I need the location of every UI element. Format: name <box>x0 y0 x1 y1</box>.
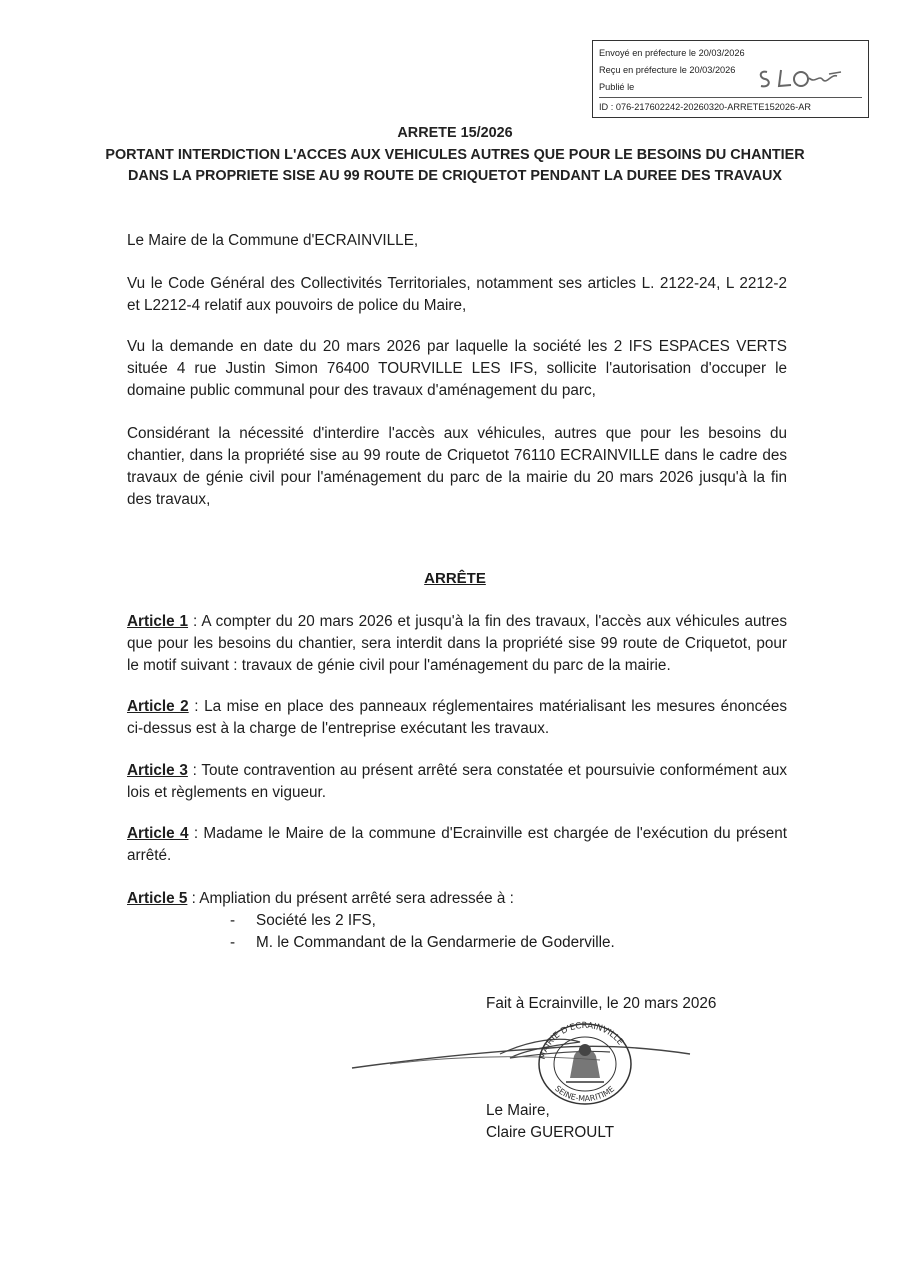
article-label: Article 5 <box>127 890 188 907</box>
svg-text:MAIRIE D'ECRAINVILLE: MAIRIE D'ECRAINVILLE <box>537 1020 626 1061</box>
vu-code-general: Vu le Code Général des Collectivités Territoriales, notamment ses articles L. 2122-24, L 2212-2 et L2212-4 relatif aux pouvoirs de police du Maire, <box>127 275 787 314</box>
article-1: Article 1 : A compter du 20 mars 2026 et jusqu'à la fin des travaux, l'accès aux véhicules autres que pour les besoins du chantier, sera interdit dans la propriété sise 99 route de Criquetot, pour le motif suivant : travaux de génie civil pour l'aménagement du parc de la mairie. <box>127 613 787 674</box>
article-label: Article 2 <box>127 698 189 715</box>
signatory-name: Claire GUEROULT <box>486 1124 615 1141</box>
stamp-published: Publié le <box>599 82 635 92</box>
recipient-item: - M. le Commandant de la Gendarmerie de Goderville. <box>230 934 615 951</box>
article-label: Article 3 <box>127 762 188 779</box>
stamp-received: Reçu en préfecture le 20/03/2026 <box>599 65 736 75</box>
article-label: Article 1 <box>127 613 189 630</box>
mayor-intro: Le Maire de la Commune d'ECRAINVILLE, <box>127 232 419 249</box>
svg-text:SEINE-MARITIME: SEINE-MARITIME <box>553 1083 617 1104</box>
recipient-item: - Société les 2 IFS, <box>230 912 376 929</box>
article-text: Madame le Maire de la commune d'Ecrainville est chargée de l'exécution du présent arrêté. <box>127 825 788 864</box>
article-3: Article 3 : Toute contravention au présent arrêté sera constatée et poursuivie conformément aux lois et règlements en vigueur. <box>127 762 787 801</box>
handwritten-initials <box>757 66 847 92</box>
stamp-sent: Envoyé en préfecture le 20/03/2026 <box>599 48 745 58</box>
decree-number: ARRETE 15/2026 <box>397 125 513 141</box>
place-date: Fait à Ecrainville, le 20 mars 2026 <box>486 995 717 1012</box>
stamp-id: ID : 076-217602242-20260320-ARRETE152026-AR <box>599 97 862 116</box>
article-4: Article 4 : Madame le Maire de la commune d'Ecrainville est chargée de l'exécution du présent arrêté. <box>127 825 788 864</box>
article-5: Article 5 : Ampliation du présent arrêté sera adressée à : <box>127 890 514 907</box>
signatory-role: Le Maire, <box>486 1102 550 1119</box>
considerant: Considérant la nécessité d'interdire l'accès aux véhicules, autres que pour les besoins du chantier, dans la propriété sise au 99 route de Criquetot 76110 ECRAINVILLE dans le cadre des travaux de génie civil pour l'aménagement du parc de la mairie du 20 mars 2026 jusqu'à la fin des travaux, <box>127 425 787 508</box>
arrete-heading: ARRÊTE <box>424 570 486 587</box>
article-text: La mise en place des panneaux réglementaires matérialisant les mesures énoncées ci-dessus est à la charge de l'entreprise exécutant les travaux. <box>127 698 787 737</box>
mayor-seal <box>530 1016 640 1106</box>
article-2: Article 2 : La mise en place des panneaux réglementaires matérialisant les mesures énoncées ci-dessus est à la charge de l'entreprise exécutant les travaux. <box>127 698 787 737</box>
article-label: Article 4 <box>127 825 189 842</box>
decree-subject: PORTANT INTERDICTION L'ACCES AUX VEHICULES AUTRES QUE POUR LE BESOINS DU CHANTIER DANS LA PROPRIETE SISE AU 99 ROUTE DE CRIQUETOT PENDANT LA DUREE DES TRAVAUX <box>105 147 805 184</box>
vu-demande: Vu la demande en date du 20 mars 2026 par laquelle la société les 2 IFS ESPACES VERTS située 4 rue Justin Simon 76400 TOURVILLE LES IFS, sollicite l'autorisation d'occuper le domaine public communal pour des travaux d'aménagement du parc, <box>127 338 787 399</box>
article-text: A compter du 20 mars 2026 et jusqu'à la fin des travaux, l'accès aux véhicules autres que pour les besoins du chantier, sera interdit dans la propriété sise 99 route de Criquetot, pour le motif suivant : travaux de génie civil pour l'aménagement du parc de la mairie. <box>127 613 787 674</box>
article-text: Ampliation du présent arrêté sera adressée à : <box>199 890 514 907</box>
article-text: Toute contravention au présent arrêté sera constatée et poursuivie conformément aux lois et règlements en vigueur. <box>127 762 787 801</box>
